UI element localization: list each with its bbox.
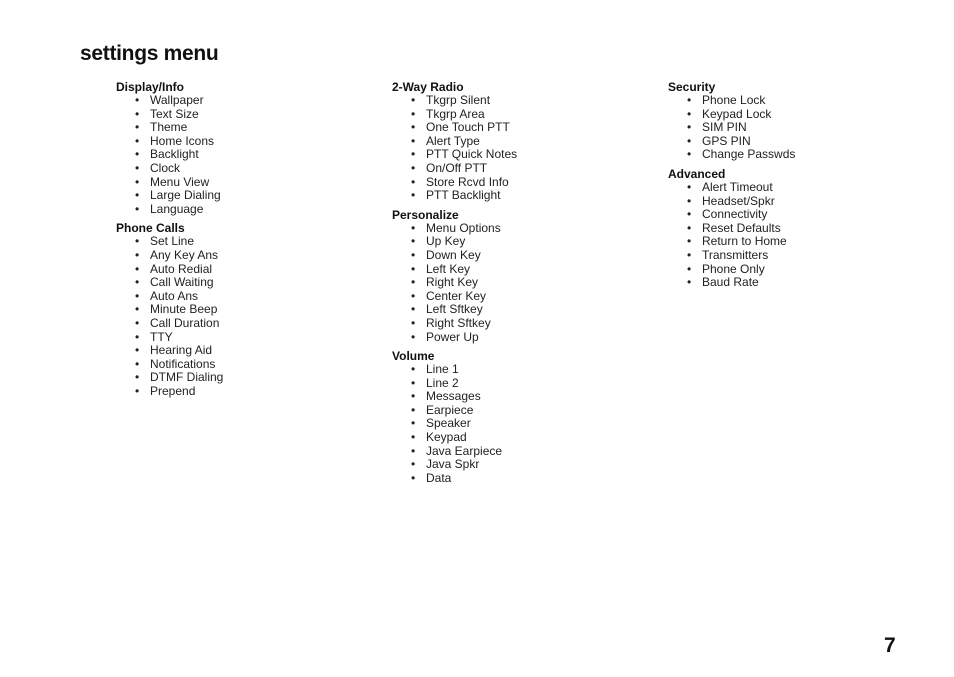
list-item: • GPS PIN: [668, 135, 908, 149]
section-display-info: [116, 80, 356, 216]
list-item: • Large Dialing: [116, 189, 356, 203]
section-personalize: [392, 208, 632, 344]
list-item: • Up Key: [392, 235, 632, 249]
list-item: • Auto Redial: [116, 263, 356, 277]
page-title: settings menu: [80, 42, 219, 65]
list-item: • Keypad: [392, 431, 632, 445]
list-item: • Notifications: [116, 358, 356, 372]
list-item: • On/Off PTT: [392, 162, 632, 176]
menu-column-1: [116, 80, 356, 398]
menu-item-list: [668, 181, 908, 290]
list-item: • Set Line: [116, 235, 356, 249]
list-item: • Center Key: [392, 290, 632, 304]
menu-item-list: [116, 94, 356, 216]
section-2-way-radio: [392, 80, 632, 203]
menu-item-list: [392, 222, 632, 344]
menu-item-list: [392, 363, 632, 485]
section-heading: Display/Info: [116, 80, 185, 94]
list-item: • Reset Defaults: [668, 222, 908, 236]
list-item: • Clock: [116, 162, 356, 176]
list-item: • Right Sftkey: [392, 317, 632, 331]
list-item: • Call Waiting: [116, 276, 356, 290]
menu-item-list: [668, 94, 908, 162]
list-item: • Any Key Ans: [116, 249, 356, 263]
menu-column-3: [668, 80, 908, 290]
menu-column-2: [392, 80, 632, 485]
list-item: • PTT Quick Notes: [392, 148, 632, 162]
list-item: • Speaker: [392, 417, 632, 431]
list-item: • Transmitters: [668, 249, 908, 263]
list-item: • Tkgrp Silent: [392, 94, 632, 108]
list-item: • TTY: [116, 331, 356, 345]
list-item: • Headset/Spkr: [668, 195, 908, 209]
section-volume: [392, 349, 632, 485]
list-item: • Minute Beep: [116, 303, 356, 317]
list-item: • Data: [392, 472, 632, 486]
menu-item-list: [392, 94, 632, 203]
list-item: • Menu Options: [392, 222, 632, 236]
list-item: • DTMF Dialing: [116, 371, 356, 385]
list-item: • One Touch PTT: [392, 121, 632, 135]
list-item: • Alert Timeout: [668, 181, 908, 195]
list-item: • Wallpaper: [116, 94, 356, 108]
section-heading: Security: [668, 80, 716, 94]
list-item: • Tkgrp Area: [392, 108, 632, 122]
list-item: • Line 2: [392, 377, 632, 391]
list-item: • Keypad Lock: [668, 108, 908, 122]
list-item: • PTT Backlight: [392, 189, 632, 203]
list-item: • Baud Rate: [668, 276, 908, 290]
list-item: • Menu View: [116, 176, 356, 190]
menu-item-list: [116, 235, 356, 398]
list-item: • Language: [116, 203, 356, 217]
list-item: • Store Rcvd Info: [392, 176, 632, 190]
list-item: • Java Spkr: [392, 458, 632, 472]
section-heading: Advanced: [668, 166, 726, 181]
list-item: • Right Key: [392, 276, 632, 290]
list-item: • Messages: [392, 390, 632, 404]
section-heading: Personalize: [392, 207, 459, 222]
list-item: • Left Key: [392, 263, 632, 277]
section-heading: 2-Way Radio: [392, 80, 464, 94]
list-item: • Connectivity: [668, 208, 908, 222]
section-heading: Phone Calls: [116, 221, 185, 236]
section-advanced: [668, 167, 908, 290]
list-item: • Power Up: [392, 331, 632, 345]
list-item: • Hearing Aid: [116, 344, 356, 358]
list-item: • Prepend: [116, 385, 356, 399]
list-item: • Earpiece: [392, 404, 632, 418]
section-security: [668, 80, 908, 162]
list-item: • Theme: [116, 121, 356, 135]
list-item: • Home Icons: [116, 135, 356, 149]
list-item: • Auto Ans: [116, 290, 356, 304]
list-item: • Call Duration: [116, 317, 356, 331]
list-item: • SIM PIN: [668, 121, 908, 135]
page-number: 7: [884, 634, 896, 657]
section-heading: Volume: [392, 349, 435, 364]
list-item: • Down Key: [392, 249, 632, 263]
list-item: • Java Earpiece: [392, 445, 632, 459]
list-item: • Phone Lock: [668, 94, 908, 108]
list-item: • Alert Type: [392, 135, 632, 149]
list-item: • Line 1: [392, 363, 632, 377]
list-item: • Left Sftkey: [392, 303, 632, 317]
list-item: • Return to Home: [668, 235, 908, 249]
list-item: • Change Passwds: [668, 148, 908, 162]
section-phone-calls: [116, 221, 356, 398]
list-item: • Text Size: [116, 108, 356, 122]
list-item: • Backlight: [116, 148, 356, 162]
list-item: • Phone Only: [668, 263, 908, 277]
